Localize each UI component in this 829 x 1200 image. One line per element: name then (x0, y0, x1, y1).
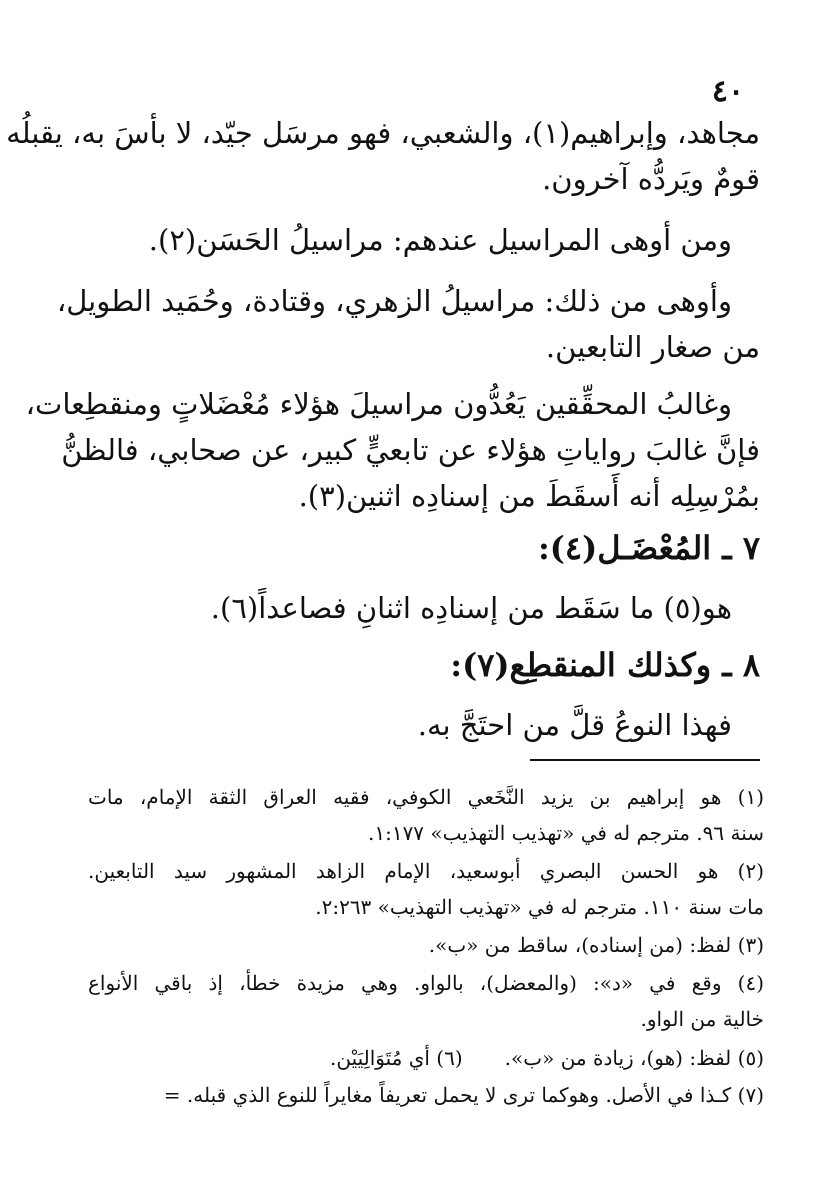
footnote-1-line-2: سنة ٩٦. مترجم له في «تهذيب التهذيب» ١:١٧٧. (367, 821, 764, 845)
footnote-5-6-block (88, 1040, 764, 1076)
body-text (6, 110, 760, 202)
footnote-4-line-1: (٤) وقع في «د»: (والمعضل)، بالواو. وهي مزيدة خطأ، إذ باقي الأنواع (88, 971, 764, 995)
footnote-3-block (88, 927, 764, 963)
footnote-2-block (88, 853, 764, 925)
footnote-2-line-1: (٢) هو الحسن البصري أبوسعيد، الإمام الزاهد المشهور سيد التابعين. (88, 859, 764, 883)
paragraph-4-block (25, 381, 760, 519)
footnote-4-block (88, 965, 764, 1037)
footnote-2-line-2: مات سنة ١١٠. مترجم له في «تهذيب التهذيب» ٢:٢٦٣. (315, 895, 764, 919)
footnotes (88, 779, 764, 851)
section-heading-7: ٧ ـ المُعْضَـل(٤): (537, 529, 760, 567)
paragraph-5-block (92, 585, 760, 631)
paragraph-4-line-2: فإنَّ غالبَ رواياتِ هؤلاء عن تابعيٍّ كبير، عن صحابي، فالظنُّ (61, 433, 760, 467)
page-number: ٤٠ (711, 74, 745, 109)
paragraph-4-line-3: بمُرْسِلِه أنه أَسقَطَ من إسنادِه اثنين(٣). (298, 479, 760, 513)
paragraph-2-block (92, 217, 760, 263)
footnote-7: (٧) كـذا في الأصل. وهوكما ترى لا يحمل تعريفاً مغايراً للنوع الذي قبله. = (163, 1083, 764, 1107)
heading-8-block (92, 642, 760, 688)
paragraph-3-line-2: من صغار التابعين. (545, 330, 760, 364)
paragraph-6-block (92, 702, 760, 748)
footnote-5-6-row (88, 1040, 764, 1076)
paragraph-3-line-1: وأوهى من ذلك: مراسيلُ الزهري، وقتادة، وحُمَيد الطويل، (56, 284, 732, 318)
paragraph-4-line-1: وغالبُ المحقِّقين يَعُدُّون مراسيلَ هؤلاء مُعْضَلاتٍ ومنقطِعات، (25, 387, 732, 421)
section-heading-8: ٨ ـ وكذلك المنقطِع(٧): (450, 646, 760, 684)
heading-7-block (92, 525, 760, 571)
footnote-4-line-2: خالية من الواو. (640, 1007, 764, 1031)
footnote-3: (٣) لفظ: (من إسناده)، ساقط من «ب». (428, 933, 764, 957)
footnote-6: (٦) أي مُتَوَالِيَيْن. (329, 1046, 463, 1070)
paragraph-2: ومن أوهى المراسيل عندهم: مراسيلُ الحَسَن(٢). (148, 223, 732, 257)
footnote-separator (530, 759, 760, 761)
paragraph-6: فهذا النوعُ قلَّ من احتَجَّ به. (417, 708, 732, 742)
paragraph-1-line-2: قومٌ ويَردُّه آخرون. (542, 162, 760, 196)
paragraph-1-line-1: مجاهد، وإبراهيم(١)، والشعبي، فهو مرسَل جيّد، لا بأسَ به، يقبلُه (6, 116, 760, 150)
paragraph-5: هو(٥) ما سَقَط من إسنادِه اثنانِ فصاعداً(٦). (210, 591, 732, 625)
paragraph-3-block (56, 278, 760, 370)
footnote-5: (٥) لفظ: (هو)، زيادة من «ب». (504, 1046, 764, 1070)
footnote-1-line-1: (١) هو إبراهيم بن يزيد النَّخَعي الكوفي، فقيه العراق الثقة الإمام، مات (88, 785, 764, 809)
footnote-7-block (88, 1077, 764, 1113)
